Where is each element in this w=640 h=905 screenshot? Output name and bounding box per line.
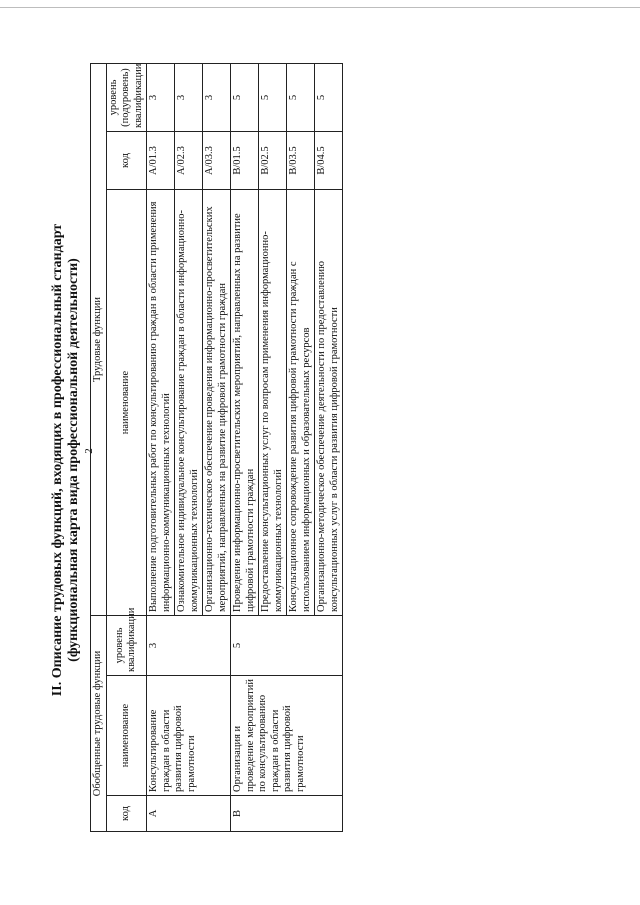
group-code: B xyxy=(231,796,343,832)
function-name: Организационно-методическое обеспечение деятельности по предоставлению консультационных услуг в области развития цифровой грамотности xyxy=(315,190,343,616)
func-code-header: код xyxy=(106,132,147,190)
function-level: 3 xyxy=(175,63,203,131)
table-row xyxy=(147,63,175,831)
func-level-header: уровень (подуровень) квалификации xyxy=(106,63,147,131)
functional-map-table xyxy=(90,63,343,832)
function-level: 3 xyxy=(147,63,175,131)
group-level: 3 xyxy=(147,616,231,676)
generalized-functions-header: Обобщенные трудовые функции xyxy=(91,616,107,832)
group-name: Организация и проведение мероприятий по консультированию граждан в области развития цифровой грамотности xyxy=(231,676,343,796)
function-name: Выполнение подготовительных работ по консультированию граждан в области применения информационно-коммуникационных технологий xyxy=(147,190,175,616)
function-code: B/02.5 xyxy=(259,132,287,190)
function-code: B/03.5 xyxy=(287,132,315,190)
function-level: 5 xyxy=(231,63,259,131)
gen-code-header: код xyxy=(106,796,147,832)
labor-functions-header: Трудовые функции xyxy=(91,63,107,615)
gen-level-header: уровень квалификации xyxy=(106,616,147,676)
function-name: Консультационное сопровождение развития цифровой грамотности граждан с использованием информационных и образовательных ресурсов xyxy=(287,190,315,616)
gen-name-header: наименование xyxy=(106,676,147,796)
function-name: Организационно-техническое обеспечение проведения информационно-просветительских мероприятий, направленных на развитие цифровой грамотности граждан xyxy=(203,190,231,616)
title-line-1: II. Описание трудовых функций, входящих в профессиональный стандарт xyxy=(50,223,65,697)
scan-edge-line xyxy=(0,7,640,8)
func-name-header: наименование xyxy=(106,190,147,616)
group-code: A xyxy=(147,796,231,832)
function-level: 3 xyxy=(203,63,231,131)
title-line-2: (функциональная карта вида профессиональной деятельности) xyxy=(66,258,81,662)
header-row-2 xyxy=(106,63,147,831)
function-code: B/04.5 xyxy=(315,132,343,190)
group-level: 5 xyxy=(231,616,343,676)
function-level: 5 xyxy=(259,63,287,131)
function-level: 5 xyxy=(287,63,315,131)
table-row xyxy=(231,63,259,831)
function-level: 5 xyxy=(315,63,343,131)
rotated-page-content xyxy=(38,50,598,870)
function-code: A/02.3 xyxy=(175,132,203,190)
function-code: B/01.5 xyxy=(231,132,259,190)
function-code: A/01.3 xyxy=(147,132,175,190)
header-row-1 xyxy=(91,63,107,831)
group-name: Консультирование граждан в области развития цифровой грамотности xyxy=(147,676,231,796)
function-name: Предоставление консультационных услуг по вопросам применения информационно-коммуникационных технологий xyxy=(259,190,287,616)
section-title xyxy=(50,50,82,870)
function-code: A/03.3 xyxy=(203,132,231,190)
function-name: Проведение информационно-просветительских мероприятий, направленных на развитие цифровой грамотности граждан xyxy=(231,190,259,616)
function-name: Ознакомительное индивидуальное консультирование граждан в области информационно-коммуникационных технологий xyxy=(175,190,203,616)
page-number: 2 xyxy=(82,448,95,454)
